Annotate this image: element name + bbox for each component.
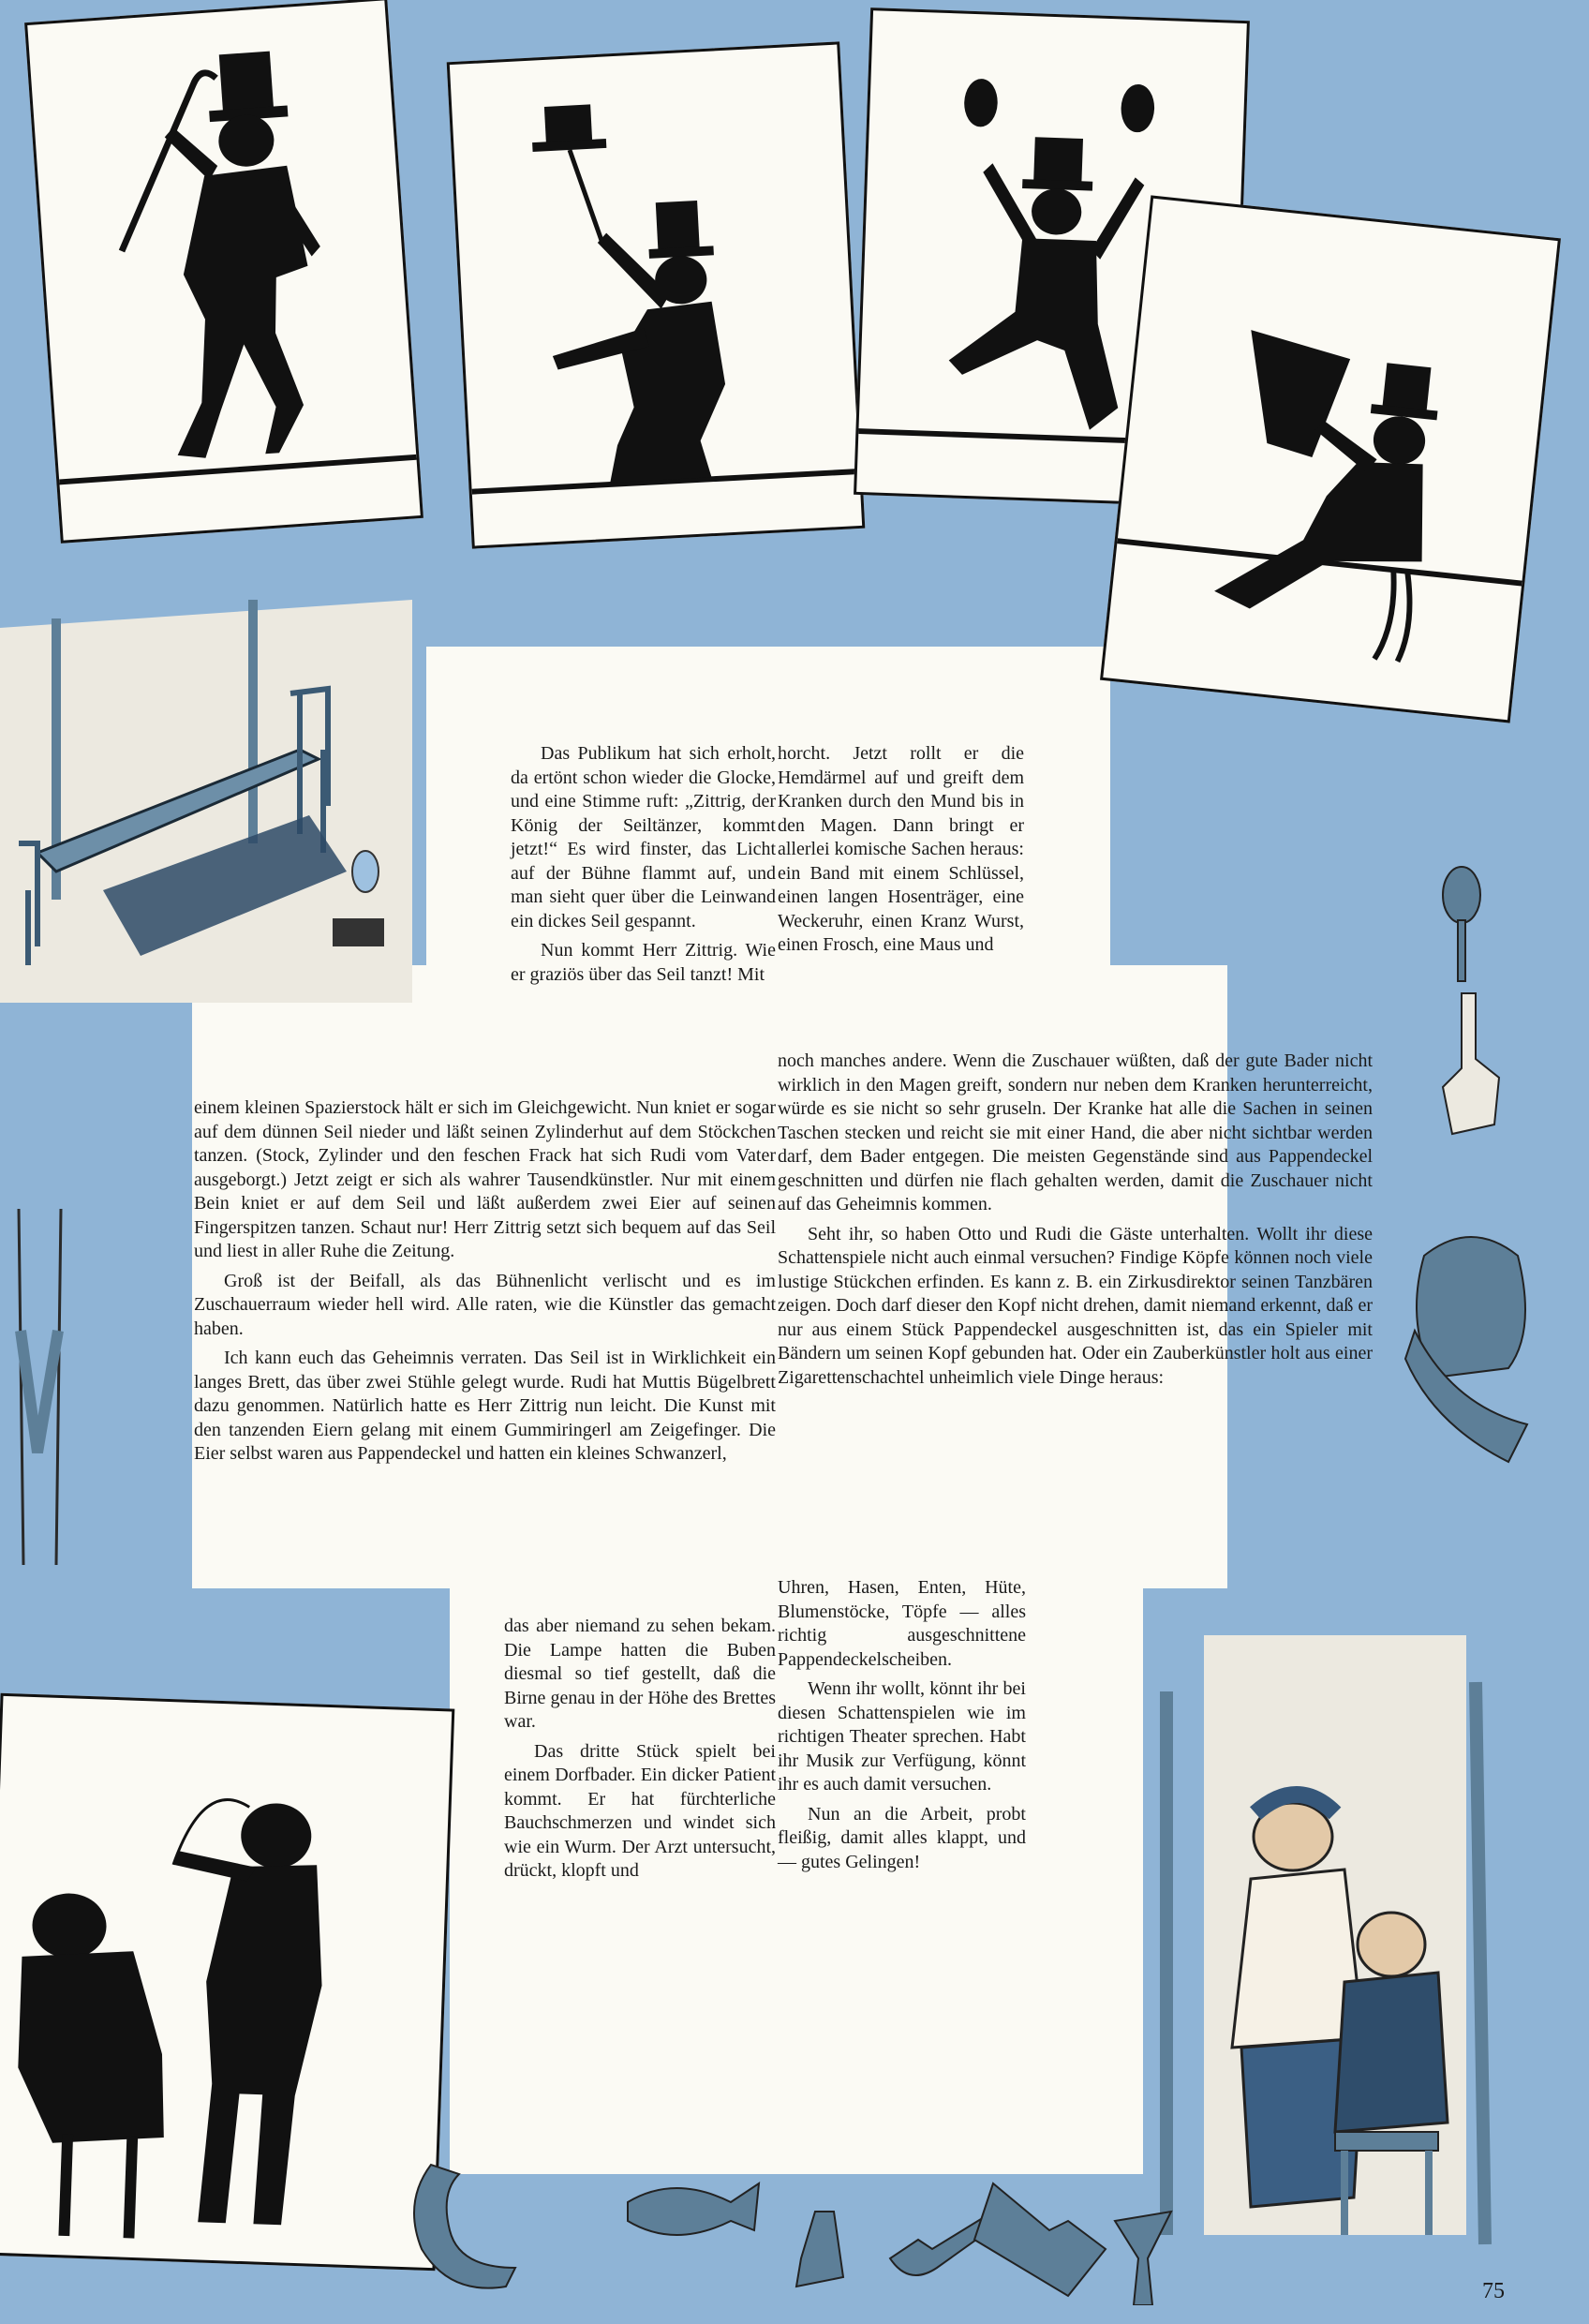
spoon-prop	[1433, 862, 1490, 989]
paragraph: Seht ihr, so haben Otto und Rudi die Gäste unterhalten. Wollt ihr diese Schattenspiele nicht auch einmal versuchen? Findige Köpfe können noch viele lustige Stückchen erfinden. Es kann z. B. ein Zirkusdirektor seinen Tanzbären zeigen. Doch darf dieser den Kopf nicht drehen, damit niemand erkennt, daß er nur aus einem Stück Pappendeckel ausgeschnitten ist, das ein Spieler mit Bändern um seinen Kopf gebunden hat. Oder ein Zauberkünstler holt aus einer Zigarettenschachtel unheimlich viele Dinge heraus:	[778, 1223, 1373, 1388]
suspenders-prop	[0, 1190, 84, 1598]
boot-icon	[796, 2212, 843, 2287]
page-number: 75	[1482, 2279, 1505, 2303]
suspenders-icon	[0, 1190, 84, 1593]
stage-scene	[0, 590, 417, 1003]
paragraph: Das Publikum hat sich erholt, da ertönt schon wieder die Glocke, und eine Stimme ruft: „Zittrig, der König der Seiltänzer, kommt jetzt!“ Es wird finster, das Licht auf der Bühne flammt auf, und man sieht quer über die Leinwand ein dickes Seil gespannt.	[511, 743, 776, 931]
wig-prop	[1396, 1218, 1546, 1495]
wig-icon	[1396, 1218, 1546, 1490]
paragraph: horcht. Jetzt rollt er die Hemdärmel auf und greift dem Kranken durch den Mund bis in den Magen. Dann bringt er allerlei komische Sachen heraus: ein Band mit einem Schlüssel, einen langen Hosenträger, eine Weckeruhr, einen Kranz Wurst, einen Frosch, eine Maus und	[778, 743, 1024, 955]
paragraph: noch manches andere. Wenn die Zuschauer wüßten, daß der gute Bader nicht wirklich in den Magen greift, sondern nur neben dem Kranken herunterreicht, würde es sie nicht so sehr gruseln. Der Kranke hat alle die Sachen in seinen Taschen stecken und reicht sie mit einer Hand, die aber nicht sichtbar werden darf, dem Bader entgegen. Die meisten Gegenstände sind aus Pappendeckel geschnitten und dürfen nie flach gehalten werden, damit die Zuschauer nicht auf das Geheimnis kommen.	[778, 1050, 1373, 1214]
shadow-panel-cane	[24, 0, 423, 544]
text-col2-top	[778, 742, 1024, 958]
finger-prop	[1424, 984, 1518, 1148]
shadow-panel-hat-trick	[447, 41, 866, 548]
man-reading-newspaper-on-rope-icon	[1103, 199, 1557, 721]
spoon-icon	[1433, 862, 1490, 984]
paragraph: Wenn ihr wollt, könnt ihr bei diesen Schattenspielen wie im richtigen Theater sprechen. Habt ihr Musik zur Verfügung, könnt ihr es auch damit versuchen.	[778, 1678, 1026, 1795]
paragraph: Uhren, Hasen, Enten, Hüte, Blumenstöcke, Töpfe — alles richtig ausgeschnittene Pappendeckelscheiben.	[778, 1577, 1026, 1670]
finger-icon	[1424, 984, 1518, 1143]
glass-icon	[1115, 2212, 1171, 2305]
plank-on-two-chairs-with-lamp-icon	[0, 590, 417, 1003]
paragraph: Nun kommt Herr Zittrig. Wie er graziös über das Seil tanzt! Mit	[511, 940, 776, 985]
paragraph: einem kleinen Spazierstock hält er sich im Gleichgewicht. Nun kniet er sogar auf dem dünnen Seil nieder und läßt seinen Zylinderhut auf dem Stöckchen tanzen. (Stock, Zylinder und den feschen Frack hat sich Rudi vom Vater ausgeborgt.) Jetzt zeigt er sich als wahrer Tausendkünstler. Nur mit einem Bein kniet er auf dem Seil und läßt außerdem zwei Eier auf seinen Fingerspitzen tanzen. Schaut nur! Herr Zittrig setzt sich bequem auf das Seil und liest in aller Ruhe die Zeitung.	[194, 1097, 776, 1261]
shadow-panel-newspaper	[1100, 195, 1561, 723]
sausage-icon	[414, 2165, 515, 2288]
paragraph: das aber niemand zu sehen bekam. Die Lampe hatten die Buben diesmal so tief gestellt, daß die Birne genau in der Höhe des Brettes war.	[504, 1616, 776, 1732]
doctor-and-patient-silhouette-icon	[0, 1696, 452, 2268]
text-col1-bottom	[504, 1615, 776, 1884]
text-col2-bottom	[778, 1576, 1026, 1874]
top-hat-man-with-cane-icon	[27, 0, 421, 540]
fish-icon	[628, 2183, 759, 2235]
text-col1-mid	[194, 1096, 776, 1467]
text-col2-mid	[778, 1050, 1373, 1390]
props-strip	[394, 2146, 1255, 2305]
paragraph: Das dritte Stück spielt bei einem Dorfbader. Ein dicker Patient kommt. Er hat fürchterliche Bauchschmerzen und windet sich wie ein Wurm. Der Arzt untersucht, drückt, klopft und	[504, 1740, 776, 1881]
paragraph: Ich kann euch das Geheimnis verraten. Das Seil ist in Wirklichkeit ein langes Brett, das über zwei Stühle gelegt wurde. Rudi hat Muttis Bügelbrett dazu genommen. Natürlich hatte es Herr Zittrig nun leicht. Die Kunst mit den tanzenden Eiern gelang mit einem Gummiringerl am Zeigefinger. Die Eier selbst waren aus Pappendeckel und hatten ein kleines Schwanzerl,	[194, 1348, 776, 1464]
shadow-panel-doctor	[0, 1693, 454, 2272]
paragraph: Groß ist der Beifall, als das Bühnenlicht verlischt und es im Zuschauerraum wieder hell wird. Alle raten, wie die Künstler das gemacht haben.	[194, 1270, 776, 1339]
bottle-icon	[974, 2183, 1106, 2296]
paragraph: Nun an die Arbeit, probt fleißig, damit alles klappt, und — gutes Gelingen!	[778, 1803, 1026, 1872]
text-col1-top	[511, 742, 776, 987]
kneeling-man-balancing-hat-on-cane-icon	[450, 45, 862, 546]
